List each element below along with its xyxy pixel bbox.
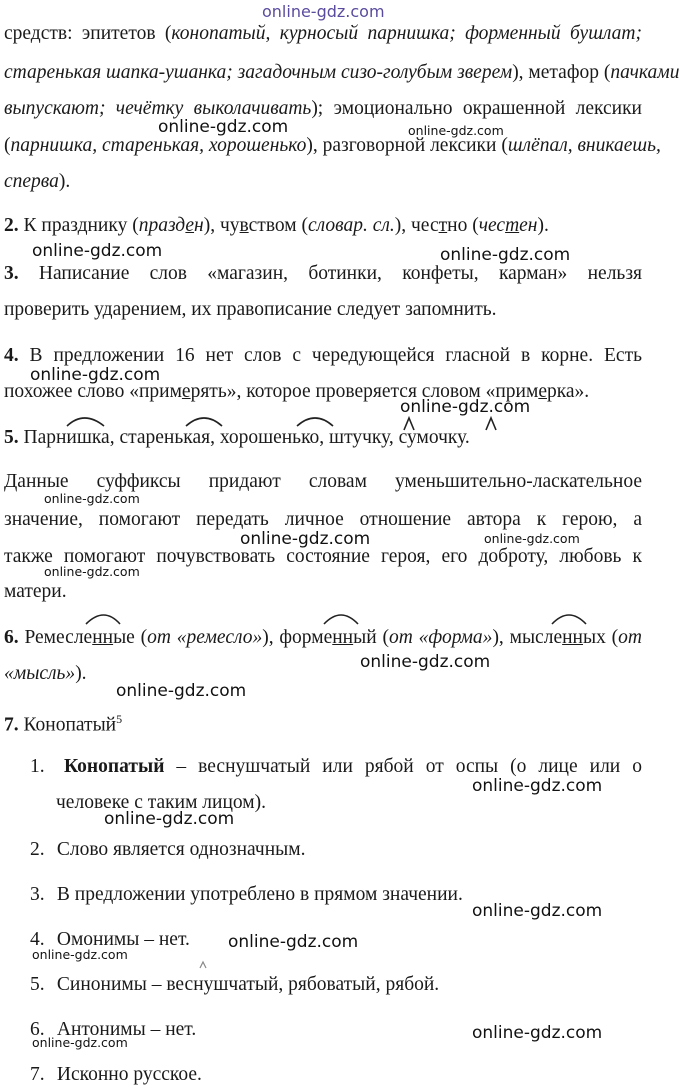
watermark: online-gdz.com — [440, 245, 571, 265]
watermark: online-gdz.com — [360, 652, 491, 672]
answer-3-line-1: 3. Написание слов «магазин, ботинки, конфеты, карман» нельзя — [4, 263, 642, 284]
watermark: online-gdz.com — [30, 365, 161, 385]
answer-3-line-2: проверить ударением, их правописание следует запомнить. — [4, 299, 497, 320]
answer-4-line-1: 4. В предложении 16 нет слов с чередующейся гласной в корне. Есть — [4, 345, 642, 366]
watermark: online-gdz.com — [472, 776, 603, 796]
para-line-3: также помогают почувствовать состояние героя, его доброту, любовь к — [4, 546, 642, 567]
text-line-3: выпускают; чечётку выколачивать); эмоционально окрашенной лексики — [4, 98, 642, 119]
answer-2: 2. К празднику (празден), чувством (словар. сл.), честно (честен). — [4, 215, 549, 236]
answer-4-line-2: похожее слово «примерять», которое проверяется словом «примерка». — [4, 381, 590, 402]
list-item-3: 3. В предложении употреблено в прямом значении. — [30, 884, 463, 905]
text-line-4: (парнишка, старенькая, хорошенько), разговорной лексики (шлёпал, вникаешь, — [4, 135, 661, 156]
watermark: online-gdz.com — [44, 491, 140, 506]
list-item-7: 7. Исконно русское. — [30, 1064, 202, 1085]
watermark: online-gdz.com — [104, 809, 235, 829]
list-item-1-cont: человеке с таким лицом). — [56, 792, 266, 813]
watermark: online-gdz.com — [472, 901, 603, 921]
para-line-4: матери. — [4, 581, 67, 602]
answer-5: 5. Парнишка, старенькая, хорошенько, штучку, сумочку. — [4, 427, 470, 448]
watermark: online-gdz.com — [32, 947, 128, 962]
list-item-4: 4. Омонимы – нет. — [30, 929, 190, 950]
watermark: online-gdz.com — [32, 1035, 128, 1050]
watermark: online-gdz.com — [472, 1023, 603, 1043]
watermark-top: online-gdz.com — [262, 2, 385, 21]
list-item-2: 2. Слово является однозначным. — [30, 839, 306, 860]
watermark: online-gdz.com — [116, 681, 247, 701]
list-item-6: 6. Антонимы – нет. — [30, 1019, 197, 1040]
list-item-5: 5. Синонимы – веснушчатый, рябоватый, рябой. — [30, 974, 440, 995]
watermark: online-gdz.com — [32, 241, 163, 261]
list-item-1: 1. Конопатый – веснушчатый или рябой от оспы (о лице или о — [30, 756, 642, 777]
watermark: online-gdz.com — [228, 932, 359, 952]
watermark: online-gdz.com — [400, 397, 531, 417]
text-line-5: сперва). — [4, 171, 71, 192]
watermark: online-gdz.com — [408, 123, 504, 138]
watermark: online-gdz.com — [158, 117, 289, 137]
answer-7-title: 7. Конопатый$^5$ — [4, 712, 123, 736]
watermark: online-gdz.com — [44, 564, 140, 579]
watermark: online-gdz.com — [484, 531, 580, 546]
answer-6-line-2: «мысль»). — [4, 663, 87, 684]
text-line-1: средств: эпитетов (конопатый, курносый парнишка; форменный бушлат; — [4, 23, 642, 44]
para-line-1: Данные суффиксы придают словам уменьшительно-ласкательное — [4, 471, 642, 492]
watermark: online-gdz.com — [240, 529, 371, 549]
text-line-2: старенькая шапка-ушанка; загадочным сизо-голубым зверем), метафор (пачками — [4, 62, 680, 83]
answer-6-line-1: 6. Ремесленные (от «ремесло»), форменный (от «форма»), мысленных (от — [4, 627, 642, 648]
para-line-2: значение, помогают передать личное отношение автора к герою, а — [4, 509, 642, 530]
